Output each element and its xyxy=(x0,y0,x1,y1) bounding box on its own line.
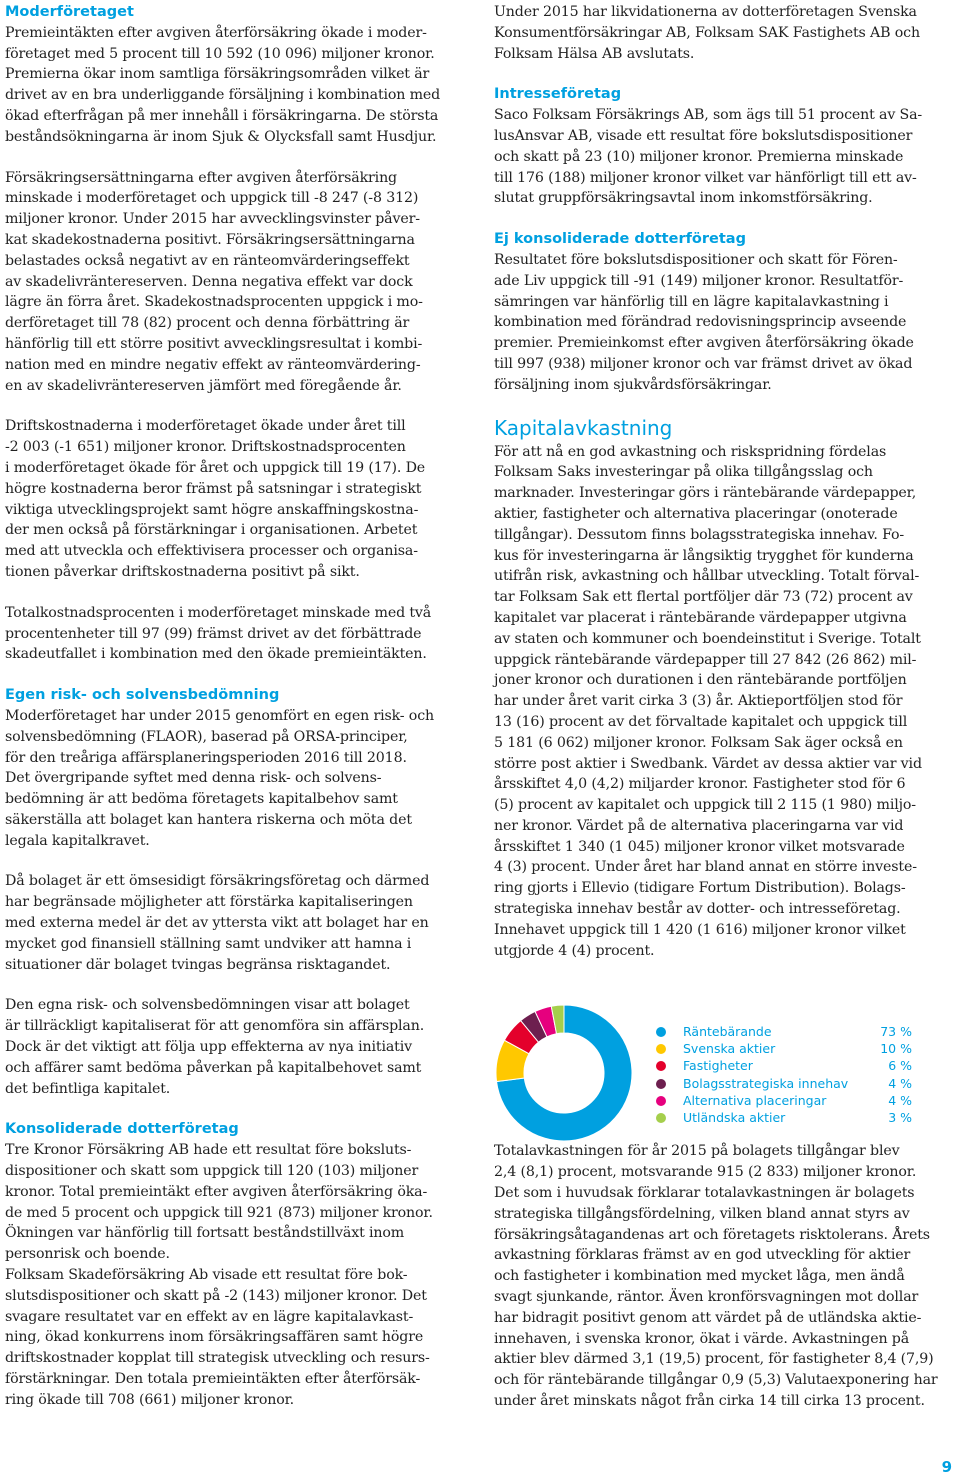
legend-swatch xyxy=(656,1044,666,1054)
legend-value: 6 % xyxy=(888,1058,912,1074)
heading-egen-risk: Egen risk- och solvensbedömning xyxy=(5,687,280,704)
right-column xyxy=(494,2,956,1432)
legend-item xyxy=(656,1040,912,1057)
paragraph: Premieintäkten efter avgiven återförsäkring ökade i moder- företaget med 5 procent till 10 592 (10 096) miljoner kronor. Premierna ökar inom samtliga försäkringsområden vilket är drivet av en bra underliggande försäljning i kombination med ökad efterfrågan på mer innehåll i försäkringarna. De största beståndsökningarna är inom Sjuk & Olycksfall samt Husdjur. xyxy=(5,24,441,145)
legend-value: 4 % xyxy=(888,1075,912,1091)
heading-kapitalavkastning: Kapitalavkastning xyxy=(494,415,673,440)
legend-swatch xyxy=(656,1113,666,1123)
legend-item xyxy=(656,1092,912,1109)
legend-item xyxy=(656,1075,912,1092)
legend-value: 73 % xyxy=(880,1024,912,1039)
paragraph: För att nå en god avkastning och riskspridning fördelas Folksam Saks investeringar på olika tillgångsslag och marknader. Investeringar görs i räntebärande värdepapper, aktier, fastigheter och alternativa placeringar (onoterade tillgångar). Dessutom finns bolagsstrategiska innehav. Fo- kus för investeringarna är långsiktig trygghet för kunderna utifrån risk, avkastning och hållbar utveckling. Totalt förval- tar Folksam Sak ett flertal portföljer där 73 (72) procent av kapitalet var placerat i räntebärande värdepapper utgivna av staten och kommuner och boendeinstitut i Sverige. Totalt uppgick räntebärande värdepapper till 27 842 (26 862) mil- joner kronor och durationen i den räntebärande portföljen har under året varit cirka 3 (3) år. Aktieportföljen stod för 13 (16) procent av det förvaltade kapitalet och uppgick till 5 181 (6 062) miljoner kronor. Folksam Sak äger också en större post aktier i Swedbank. Värdet av dessa aktier var vid årsskiftet 4,0 (4,2) miljarder kronor. Fastigheter stod för 6 (5) procent av kapitalet och uppgick till 2 115 (1 980) miljo- ner kronor. Värdet på de alternativa placeringarna var vid årsskiftet 1 340 (1 045) miljoner kronor vilket motsvarade 4 (3) procent. Under året har bland annat en större investe- ring gjorts i Ellevio (tidigare Fortum Distribution). Bolags- strategiska innehav består av dotter- och intresseföretag. Innehavet uppgick till 1 420 (1 616) miljoner kronor vilket utgjorde 4 (4) procent. xyxy=(494,443,922,959)
legend-swatch xyxy=(656,1079,666,1089)
paragraph: Totalkostnadsprocenten i moderföretaget minskade med två procentenheter till 97 (99) främst drivet av det förbättrade skadeutfallet i kombination med den ökade premieintäkten. xyxy=(5,604,432,663)
paragraph: Moderföretaget har under 2015 genomfört en egen risk- och solvensbedömning (FLAOR), baserad på ORSA-principer, för den treåriga affärsplaneringsperioden 2016 till 2018. Det övergripande syftet med denna risk- och solvens- bedömning är att bedöma företagets kapitalbehov samt säkerställa att bolaget kan hantera riskerna och möta det legala kapitalkravet. xyxy=(5,707,434,849)
legend-label: Fastigheter xyxy=(683,1058,753,1074)
heading-konsoliderade: Konsoliderade dotterföretag xyxy=(5,1121,239,1138)
legend-value: 10 % xyxy=(880,1041,912,1057)
legend-item xyxy=(656,1109,912,1126)
page-number: 9 xyxy=(941,1458,952,1476)
legend-label: Bolagsstrategiska innehav xyxy=(683,1075,849,1091)
paragraph: Under 2015 har likvidationerna av dotterföretagen Svenska Konsumentförsäkringar AB, Folksam SAK Fastighets AB och Folksam Hälsa AB avslutats. xyxy=(494,4,920,62)
donut-chart xyxy=(494,1003,634,1143)
legend-value: 4 % xyxy=(888,1092,912,1108)
paragraph: Tre Kronor Försäkring AB hade ett resultat före boksluts- dispositioner och skatt som uppgick till 120 (103) miljoner kronor. Total premieintäkt efter avgiven återförsäkring öka- de med 5 procent och uppgick till 921 (873) miljoner kronor. Ökningen var hänförlig till fortsatt beståndstillväxt inom personrisk och boende. Folksam Skadeförsäkring Ab visade ett resultat före bok- slutsdispositioner och skatt på -2 (143) miljoner kronor. Det svagare resultatet var en effekt av en lägre kapitalavkast- ning, ökad konkurrens inom försäkringsaffären samt högre driftskostnader kopplat till strategisk utveckling och resurs- förstärkningar. Den totala premieintäkten efter återförsäk- ring ökade till 708 (661) miljoner kronor. xyxy=(5,1142,433,1408)
legend-swatch xyxy=(656,1096,666,1106)
paragraph: Saco Folksam Försäkrings AB, som ägs till 51 procent av Sa- lusAnsvar AB, visade ett resultat före bokslutsdispositioner och skatt på 23 (10) miljoner kronor. Premierna minskade till 176 (188) miljoner kronor vilket var hänförligt till ett av- slutat gruppförsäkringsavtal inom inkomstförsäkring. xyxy=(494,107,923,207)
legend-label: Utländska aktier xyxy=(683,1109,786,1125)
legend-item xyxy=(656,1023,912,1040)
legend-swatch xyxy=(656,1061,666,1071)
legend-label: Svenska aktier xyxy=(683,1041,776,1057)
chart-legend xyxy=(656,1023,912,1126)
heading-moderforetaget: Moderföretaget xyxy=(5,4,134,20)
left-column xyxy=(5,2,467,1431)
paragraph: Resultatet före bokslutsdispositioner och skatt för Fören- ade Liv uppgick till -91 (149) miljoner kronor. Resultatför- sämringen var hänförlig till en lägre kapitalavkastning i kombination med förändrad redovisningsprincip avseende premier. Premieinkomst efter avgiven återförsäkring ökade till 997 (938) miljoner kronor och var främst drivet av ökad försäljning inom sjukvårdsförsäkringar. xyxy=(494,251,914,393)
legend-item xyxy=(656,1057,912,1074)
paragraph: Försäkringsersättningarna efter avgiven återförsäkring minskade i moderföretaget och uppgick till -8 247 (-8 312) miljoner kronor. Under 2015 har avvecklingsvinster påver- kat skadekostnaderna positivt. Försäkringsersättningarna belastades också negativt av en ränteomvärderingseffekt av skadelivräntereserven. Denna negativa effekt var dock lägre än förra året. Skadekostnadsprocenten uppgick i mo- derföretaget till 78 (82) procent och denna förbättring är hänförlig till ett större positivt avvecklingsresultat i kombi- nation med en mindre negativ effekt av ränteomvärdering- en av skadelivräntereserven jämfört med föregående år. xyxy=(5,169,423,394)
asset-allocation-chart xyxy=(494,1003,956,1143)
legend-value: 3 % xyxy=(888,1109,912,1125)
heading-ej-konsoliderade: Ej konsoliderade dotterföretag xyxy=(494,231,746,248)
paragraph: Den egna risk- och solvensbedömningen visar att bolaget är tillräckligt kapitaliserat för att genomföra sin affärsplan. Dock är det viktigt att följa upp effekterna av nya initiativ och affärer samt bedöma påverkan på kapitalbehovet samt det befintliga kapitalet. xyxy=(5,997,425,1097)
paragraph: Driftskostnaderna i moderföretaget ökade under året till -2 003 (-1 651) miljoner kronor. Driftskostnadsprocenten i moderföretaget ökade för året och uppgick till 19 (17). De högre kostnaderna beror främst på satsningar i strategiskt viktiga utvecklingsprojekt samt högre anskaffningskostna- der men också på förstärkningar i organisationen. Arbetet med att utveckla och effektivisera processer och organisa- tionen påverkar driftskostnaderna positivt på sikt. xyxy=(5,418,426,580)
paragraph: Då bolaget är ett ömsesidigt försäkringsföretag och därmed har begränsade möjligheter att förstärka kapitaliseringen med externa medel är det av yttersta vikt att bolaget har en mycket god finansiell ställning samt undviker att hamna i situationer där bolaget tvingas begränsa risktagandet. xyxy=(5,873,430,973)
heading-intresseforetag: Intresseföretag xyxy=(494,86,622,103)
legend-label: Räntebärande xyxy=(683,1024,772,1039)
legend-swatch xyxy=(656,1027,666,1037)
paragraph: Totalavkastningen för år 2015 på bolagets tillgångar blev 2,4 (8,1) procent, motsvarande 915 (2 833) miljoner kronor. Det som i huvudsak förklarar totalavkastningen är bolagets strategiska tillgångsfördelning, vilken bland annat styrs av försäkringsåtagandenas art och företagets risktolerans. Årets avkastning förklaras främst av en god utveckling för aktier och fastigheter i kombination med mycket låga, men ändå svagt sjunkande, räntor. Även kronförsvagningen mot dollar har bidragit positivt genom att värdet på de utländska aktie- innehaven, i svenska kronor, ökat i värde. Avkastningen på aktier blev därmed 3,1 (19,5) procent, för fastigheter 8,4 (7,9) och för räntebärande tillgångar 0,9 (5,3) Valutaexponering har under året minskats något från cirka 14 till cirka 13 procent. xyxy=(494,1143,938,1410)
legend-label: Alternativa placeringar xyxy=(683,1092,827,1108)
